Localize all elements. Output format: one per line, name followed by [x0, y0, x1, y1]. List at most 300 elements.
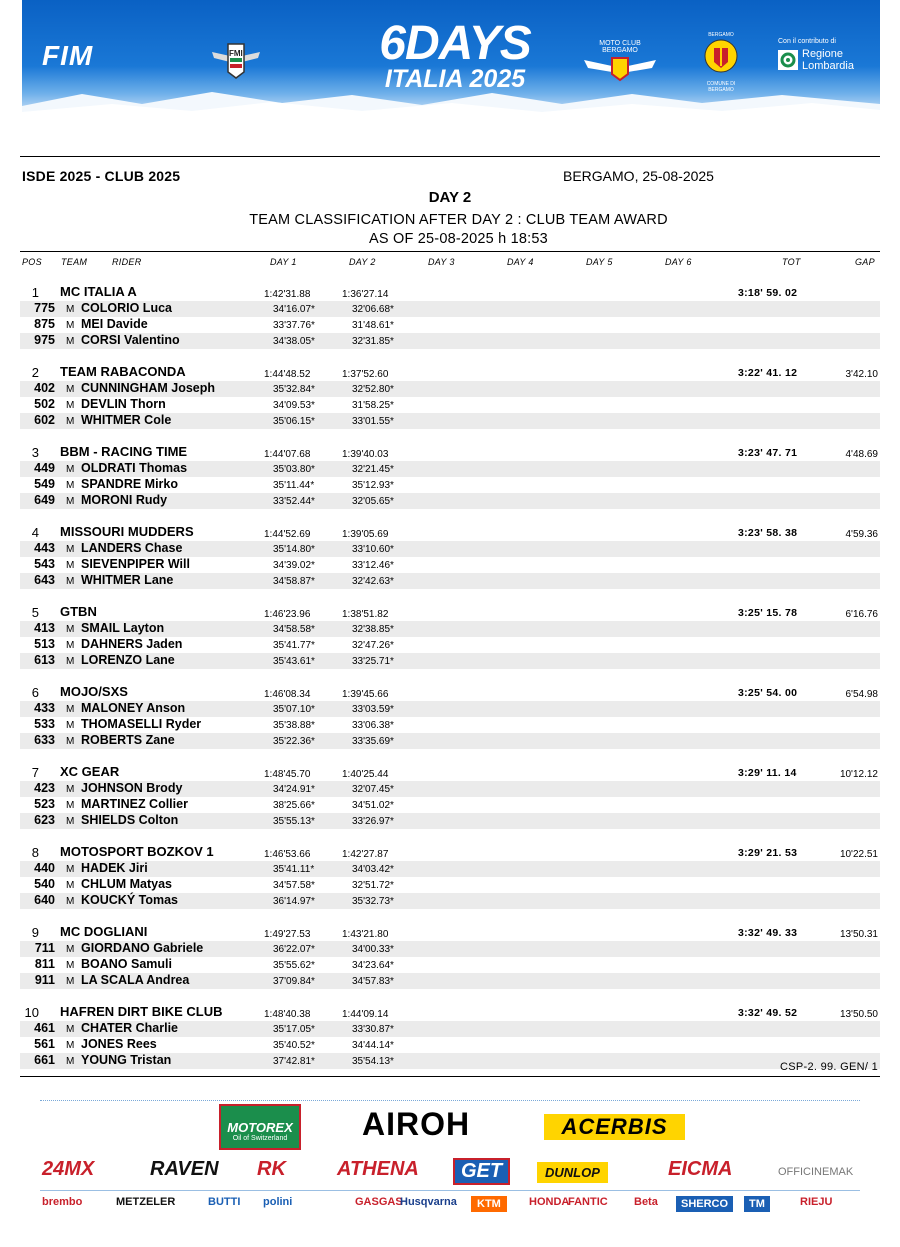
- sponsor-logo-butti: BUTTI: [208, 1196, 241, 1208]
- rider-number: 440: [34, 861, 55, 875]
- rider-sex: M: [66, 320, 75, 331]
- rider-name: LORENZO Lane: [81, 653, 175, 667]
- rider-day1-time: 35'55.62*: [273, 960, 315, 971]
- sponsor-divider-2: [40, 1190, 860, 1191]
- col-day4: DAY 4: [507, 257, 534, 267]
- rider-name: SHIELDS Colton: [81, 813, 179, 827]
- rider-row: [20, 333, 880, 349]
- comune-bergamo-crest: [698, 30, 744, 93]
- team-day1-time: 1:48'40.38: [264, 1009, 311, 1020]
- rider-name: OLDRATI Thomas: [81, 461, 188, 475]
- team-block: [20, 682, 880, 762]
- rider-row: [20, 1021, 880, 1037]
- fim-logo: [42, 40, 93, 72]
- team-position: 9: [31, 925, 39, 940]
- rider-row: [20, 893, 880, 909]
- team-day2-time: 1:39'40.03: [342, 449, 389, 460]
- rider-sex: M: [66, 800, 75, 811]
- team-position: 7: [31, 765, 39, 780]
- rider-day1-time: 35'11.44*: [273, 480, 315, 491]
- rider-day1-time: 36'22.07*: [273, 944, 315, 955]
- sponsor-logo-gasgas: GASGAS: [355, 1196, 403, 1208]
- team-gap: 3'42.10: [845, 369, 878, 380]
- rider-day2-time: 32'42.63*: [352, 576, 394, 587]
- team-block: [20, 842, 880, 922]
- rider-day2-time: 32'21.45*: [352, 464, 394, 475]
- sponsor-logo-polini: polini: [263, 1196, 293, 1208]
- fmi-logo: [210, 38, 262, 82]
- rider-number: 640: [34, 893, 55, 907]
- rider-row: [20, 637, 880, 653]
- day-heading: DAY 2: [428, 189, 472, 206]
- rider-sex: M: [66, 944, 75, 955]
- rider-number: 661: [34, 1053, 55, 1067]
- sponsor-logo-athena: ATHENA: [337, 1158, 419, 1180]
- rider-row: [20, 941, 880, 957]
- rider-day2-time: 31'58.25*: [352, 400, 394, 411]
- rider-sex: M: [66, 656, 75, 667]
- team-position: 4: [31, 525, 39, 540]
- team-total-time: 3:29' 21. 53: [738, 847, 798, 859]
- team-gap: 4'59.36: [845, 529, 878, 540]
- rider-day2-time: 33'03.59*: [352, 704, 394, 715]
- col-gap: GAP: [855, 257, 875, 267]
- sponsor-logo-metzeler: METZELER: [116, 1196, 176, 1208]
- rider-sex: M: [66, 816, 75, 827]
- team-row: [20, 522, 880, 542]
- italia-2025-title: ITALIA 2025: [384, 65, 526, 93]
- rider-sex: M: [66, 1040, 75, 1051]
- place-date: BERGAMO, 25-08-2025: [563, 168, 714, 184]
- rider-sex: M: [66, 624, 75, 635]
- team-total-time: 3:25' 54. 00: [738, 687, 798, 699]
- rider-row: [20, 573, 880, 589]
- rider-sex: M: [66, 976, 75, 987]
- rider-day1-time: 35'22.36*: [273, 736, 315, 747]
- rider-number: 602: [34, 413, 55, 427]
- regione-lombardia-logo: [778, 38, 868, 72]
- rider-name: MARTINEZ Collier: [81, 797, 188, 811]
- rider-day1-time: 35'55.13*: [273, 816, 315, 827]
- col-day1: DAY 1: [270, 257, 297, 267]
- team-block: [20, 1002, 880, 1082]
- sponsor-logo-husqvarna: Husqvarna: [400, 1196, 457, 1208]
- team-total-time: 3:18' 59. 02: [738, 287, 798, 299]
- rider-day1-time: 34'39.02*: [273, 560, 315, 571]
- rider-row: [20, 413, 880, 429]
- rider-sex: M: [66, 304, 75, 315]
- airoh-logo: AIROH: [362, 1106, 471, 1142]
- rider-day1-time: 36'14.97*: [273, 896, 315, 907]
- rider-day1-time: 37'42.81*: [273, 1056, 315, 1067]
- rider-sex: M: [66, 896, 75, 907]
- team-total-time: 3:29' 11. 14: [738, 767, 797, 779]
- rider-row: [20, 621, 880, 637]
- rider-number: 649: [34, 493, 55, 507]
- team-row: [20, 842, 880, 862]
- team-position: 6: [31, 685, 39, 700]
- team-position: 1: [31, 285, 39, 300]
- sponsor-logo-fantic: FANTIC: [568, 1196, 608, 1208]
- team-day2-time: 1:36'27.14: [342, 289, 389, 300]
- sponsor-logo-officinemak: OFFICINEMAK: [778, 1166, 854, 1178]
- col-day5: DAY 5: [586, 257, 613, 267]
- rider-row: [20, 781, 880, 797]
- rider-sex: M: [66, 960, 75, 971]
- rider-day1-time: 34'38.05*: [273, 336, 315, 347]
- rider-name: WHITMER Cole: [81, 413, 172, 427]
- rider-sex: M: [66, 544, 75, 555]
- rider-row: [20, 733, 880, 749]
- col-pos: POS: [22, 257, 42, 267]
- rider-sex: M: [66, 1056, 75, 1067]
- team-name: MOJO/SXS: [60, 684, 128, 699]
- acerbis-logo: ACERBIS: [544, 1114, 685, 1140]
- rider-row: [20, 861, 880, 877]
- team-day2-time: 1:42'27.87: [342, 849, 389, 860]
- team-position: 3: [31, 445, 39, 460]
- header-top-rule: [20, 156, 880, 157]
- rider-number: 643: [34, 573, 55, 587]
- team-name: XC GEAR: [60, 764, 120, 779]
- team-row: [20, 602, 880, 622]
- team-gap: 4'48.69: [845, 449, 878, 460]
- rider-day2-time: 32'52.80*: [352, 384, 394, 395]
- rider-row: [20, 381, 880, 397]
- rider-day2-time: 33'10.60*: [352, 544, 394, 555]
- rider-day1-time: 35'41.77*: [273, 640, 315, 651]
- rider-day2-time: 31'48.61*: [352, 320, 394, 331]
- team-gap: 10'12.12: [839, 769, 878, 780]
- rider-row: [20, 813, 880, 829]
- team-block: [20, 762, 880, 842]
- rider-number: 413: [34, 621, 55, 635]
- rider-name: MALONEY Anson: [81, 701, 186, 715]
- rider-day1-time: 35'14.80*: [273, 544, 315, 555]
- rider-number: 711: [34, 941, 55, 955]
- rider-number: 423: [34, 781, 55, 795]
- classification-heading: TEAM CLASSIFICATION AFTER DAY 2 : CLUB TEAM AWARD: [249, 212, 668, 228]
- rider-day2-time: 33'01.55*: [352, 416, 394, 427]
- rider-day1-time: 35'40.52*: [273, 1040, 315, 1051]
- rider-name: JONES Rees: [81, 1037, 157, 1051]
- rider-day1-time: 33'37.76*: [273, 320, 315, 331]
- city-crest-icon: [704, 38, 738, 74]
- rider-day1-time: 35'07.10*: [273, 704, 315, 715]
- rider-name: MEI Davide: [81, 317, 148, 331]
- team-gap: 13'50.50: [839, 1009, 878, 1020]
- rider-row: [20, 717, 880, 733]
- rider-day1-time: 35'38.88*: [273, 720, 315, 731]
- col-day2: DAY 2: [349, 257, 376, 267]
- rider-day2-time: 33'30.87*: [352, 1024, 394, 1035]
- rider-sex: M: [66, 736, 75, 747]
- rider-day2-time: 32'47.26*: [352, 640, 394, 651]
- rider-number: 633: [34, 733, 55, 747]
- contributo-label: Con il contributo di: [778, 38, 836, 45]
- six-days-italia-logo: [360, 17, 550, 93]
- rider-day1-time: 35'06.15*: [273, 416, 315, 427]
- rider-name: JOHNSON Brody: [81, 781, 183, 795]
- rider-row: [20, 477, 880, 493]
- rider-day2-time: 32'07.45*: [352, 784, 394, 795]
- rider-row: [20, 1053, 880, 1069]
- rider-number: 433: [34, 701, 55, 715]
- rider-sex: M: [66, 704, 75, 715]
- rider-row: [20, 701, 880, 717]
- rider-row: [20, 397, 880, 413]
- table-bottom-rule: [20, 1076, 880, 1077]
- col-tot: TOT: [782, 257, 801, 267]
- header-bottom-rule: [20, 251, 880, 252]
- team-total-time: 3:23' 47. 71: [738, 447, 798, 459]
- team-gap: 13'50.31: [839, 929, 878, 940]
- rider-day2-time: 35'32.73*: [352, 896, 394, 907]
- rider-name: DEVLIN Thorn: [81, 397, 166, 411]
- sponsor-logo-rieju: RIEJU: [800, 1196, 833, 1208]
- team-gap: 6'16.76: [845, 609, 878, 620]
- team-day1-time: 1:46'53.66: [264, 849, 311, 860]
- rider-day2-time: 32'38.85*: [352, 624, 394, 635]
- rider-row: [20, 877, 880, 893]
- rider-sex: M: [66, 1024, 75, 1035]
- rider-name: YOUNG Tristan: [81, 1053, 172, 1067]
- team-day1-time: 1:48'45.70: [264, 769, 311, 780]
- rider-number: 402: [34, 381, 55, 395]
- team-block: [20, 522, 880, 602]
- rider-row: [20, 973, 880, 989]
- team-total-time: 3:22' 41. 12: [738, 367, 798, 379]
- rider-row: [20, 541, 880, 557]
- rider-number: 443: [34, 541, 55, 555]
- rider-day2-time: 32'05.65*: [352, 496, 394, 507]
- team-position: 10: [24, 1005, 39, 1020]
- rider-name: GIORDANO Gabriele: [81, 941, 204, 955]
- rider-day2-time: 34'00.33*: [352, 944, 394, 955]
- rider-day2-time: 34'23.64*: [352, 960, 394, 971]
- sponsor-logo-get: GET: [453, 1158, 510, 1185]
- rider-sex: M: [66, 864, 75, 875]
- rider-name: THOMASELLI Ryder: [81, 717, 202, 731]
- rider-sex: M: [66, 496, 75, 507]
- team-name: MOTOSPORT BOZKOV 1: [60, 844, 214, 859]
- rider-day1-time: 34'24.91*: [273, 784, 315, 795]
- rider-day2-time: 34'44.14*: [352, 1040, 394, 1051]
- sponsor-logo-eicma: EICMA: [668, 1158, 733, 1180]
- team-name: BBM - RACING TIME: [60, 444, 188, 459]
- rider-number: 502: [34, 397, 55, 411]
- rider-day1-time: 33'52.44*: [273, 496, 315, 507]
- rider-name: LANDERS Chase: [81, 541, 183, 555]
- team-block: [20, 602, 880, 682]
- team-total-time: 3:32' 49. 33: [738, 927, 798, 939]
- rider-day2-time: 33'06.38*: [352, 720, 394, 731]
- rider-sex: M: [66, 336, 75, 347]
- rider-row: [20, 653, 880, 669]
- team-total-time: 3:32' 49. 52: [738, 1007, 798, 1019]
- rider-day2-time: 32'31.85*: [352, 336, 394, 347]
- rider-name: CUNNINGHAM Joseph: [81, 381, 216, 395]
- team-day1-time: 1:42'31.88: [264, 289, 311, 300]
- rider-number: 613: [34, 653, 55, 667]
- rider-name: HADEK Jiri: [81, 861, 148, 875]
- rider-sex: M: [66, 880, 75, 891]
- rider-day1-time: 35'43.61*: [273, 656, 315, 667]
- fim-logo-text: FIM: [42, 40, 94, 71]
- team-day2-time: 1:40'25.44: [342, 769, 389, 780]
- sponsor-logo-rk: RK: [257, 1158, 286, 1180]
- sponsor-logo-24mx: 24MX: [42, 1158, 95, 1180]
- rider-number: 561: [34, 1037, 55, 1051]
- rider-number: 449: [34, 461, 55, 475]
- rider-name: LA SCALA Andrea: [81, 973, 190, 987]
- rider-row: [20, 317, 880, 333]
- header-banner: [22, 0, 880, 120]
- team-row: [20, 762, 880, 782]
- team-position: 8: [31, 845, 39, 860]
- team-day2-time: 1:39'45.66: [342, 689, 389, 700]
- crest-bottom-label: COMUNE DI BERGAMO: [706, 81, 736, 93]
- team-block: [20, 362, 880, 442]
- rider-number: 623: [34, 813, 55, 827]
- rider-name: SIEVENPIPER Will: [81, 557, 190, 571]
- rider-name: KOUCKÝ Tomas: [81, 893, 179, 907]
- rider-row: [20, 1037, 880, 1053]
- rider-day2-time: 34'03.42*: [352, 864, 394, 875]
- sponsor-divider: [40, 1100, 860, 1101]
- team-row: [20, 282, 880, 302]
- rider-sex: M: [66, 464, 75, 475]
- team-day2-time: 1:44'09.14: [342, 1009, 389, 1020]
- rider-name: SMAIL Layton: [81, 621, 165, 635]
- rider-day1-time: 35'17.05*: [273, 1024, 315, 1035]
- rider-row: [20, 493, 880, 509]
- team-position: 2: [31, 365, 39, 380]
- rider-number: 911: [34, 973, 55, 987]
- sponsor-logo-raven: RAVEN: [150, 1158, 219, 1180]
- fmi-wings-icon: [210, 38, 262, 82]
- team-block: [20, 922, 880, 1002]
- motorex-tagline: Oil of Switzerland: [232, 1135, 288, 1142]
- team-row: [20, 1002, 880, 1022]
- event-title: ISDE 2025 - CLUB 2025: [22, 168, 181, 184]
- rider-number: 523: [34, 797, 55, 811]
- moto-club-wings-icon: [582, 56, 658, 82]
- team-name: TEAM RABACONDA: [60, 364, 186, 379]
- team-row: [20, 922, 880, 942]
- footer-code: CSP-2. 99. GEN/ 1: [779, 1061, 878, 1073]
- rider-day2-time: 33'26.97*: [352, 816, 394, 827]
- rider-number: 540: [34, 877, 55, 891]
- team-day2-time: 1:43'21.80: [342, 929, 389, 940]
- lombardia-text: Lombardia: [802, 60, 854, 72]
- rider-sex: M: [66, 784, 75, 795]
- sponsor-logo-brembo: brembo: [42, 1196, 83, 1208]
- lombardia-rose-icon: [778, 50, 798, 70]
- team-row: [20, 362, 880, 382]
- team-day1-time: 1:49'27.53: [264, 929, 311, 940]
- col-rider: RIDER: [112, 257, 142, 267]
- rider-day1-time: 37'09.84*: [273, 976, 315, 987]
- team-classification-table: [20, 282, 880, 1082]
- rider-number: 543: [34, 557, 55, 571]
- rider-name: CORSI Valentino: [81, 333, 180, 347]
- team-name: MISSOURI MUDDERS: [60, 524, 194, 539]
- team-block: [20, 282, 880, 362]
- rider-sex: M: [66, 560, 75, 571]
- rider-day2-time: 34'57.83*: [352, 976, 394, 987]
- rider-day1-time: 34'09.53*: [273, 400, 315, 411]
- sponsor-logo-tm: TM: [744, 1196, 770, 1212]
- team-day1-time: 1:46'23.96: [264, 609, 311, 620]
- team-day2-time: 1:37'52.60: [342, 369, 389, 380]
- rider-day2-time: 34'51.02*: [352, 800, 394, 811]
- rider-sex: M: [66, 416, 75, 427]
- rider-sex: M: [66, 384, 75, 395]
- rider-day2-time: 33'25.71*: [352, 656, 394, 667]
- motorex-text: MOTOREX: [227, 1120, 293, 1135]
- rider-row: [20, 461, 880, 477]
- col-day3: DAY 3: [428, 257, 455, 267]
- rider-day1-time: 35'32.84*: [273, 384, 315, 395]
- six-days-title: 6DAYS: [379, 17, 531, 70]
- team-name: MC ITALIA A: [60, 284, 137, 299]
- team-row: [20, 442, 880, 462]
- team-day1-time: 1:46'08.34: [264, 689, 311, 700]
- col-day6: DAY 6: [665, 257, 692, 267]
- rider-row: [20, 301, 880, 317]
- as-of-heading: AS OF 25-08-2025 h 18:53: [369, 231, 548, 247]
- team-total-time: 3:23' 58. 38: [738, 527, 798, 539]
- team-position: 5: [31, 605, 39, 620]
- team-name: MC DOGLIANI: [60, 924, 148, 939]
- rider-number: 549: [34, 477, 55, 491]
- sponsor-logo-sherco: SHERCO: [676, 1196, 733, 1212]
- rider-day1-time: 34'57.58*: [273, 880, 315, 891]
- rider-name: ROBERTS Zane: [81, 733, 175, 747]
- rider-row: [20, 557, 880, 573]
- rider-day1-time: 35'41.11*: [273, 864, 315, 875]
- rider-number: 775: [34, 301, 55, 315]
- rider-day2-time: 35'12.93*: [352, 480, 394, 491]
- rider-number: 975: [34, 333, 55, 347]
- rider-day1-time: 34'16.07*: [273, 304, 315, 315]
- rider-name: CHATER Charlie: [81, 1021, 179, 1035]
- team-day1-time: 1:44'07.68: [264, 449, 311, 460]
- rider-number: 533: [34, 717, 55, 731]
- crest-top-label: BERGAMO: [708, 32, 734, 38]
- rider-name: CHLUM Matyas: [81, 877, 172, 891]
- regione-text: Regione: [802, 48, 843, 60]
- team-block: [20, 442, 880, 522]
- rider-sex: M: [66, 576, 75, 587]
- rider-number: 811: [34, 957, 55, 971]
- rider-day2-time: 33'12.46*: [352, 560, 394, 571]
- sponsor-logo-honda: HONDA: [529, 1196, 570, 1208]
- rider-name: COLORIO Luca: [81, 301, 172, 315]
- sponsor-logo-beta: Beta: [634, 1196, 658, 1208]
- rider-number: 875: [34, 317, 55, 331]
- rider-day1-time: 38'25.66*: [273, 800, 315, 811]
- rider-sex: M: [66, 720, 75, 731]
- col-team: TEAM: [61, 257, 88, 267]
- team-day1-time: 1:44'48.52: [264, 369, 311, 380]
- moto-club-bergamo-logo: [582, 40, 658, 87]
- rider-day2-time: 35'54.13*: [352, 1056, 394, 1067]
- rider-name: WHITMER Lane: [81, 573, 174, 587]
- fmi-logo-text: FMI: [229, 49, 243, 58]
- rider-name: MORONI Rudy: [81, 493, 168, 507]
